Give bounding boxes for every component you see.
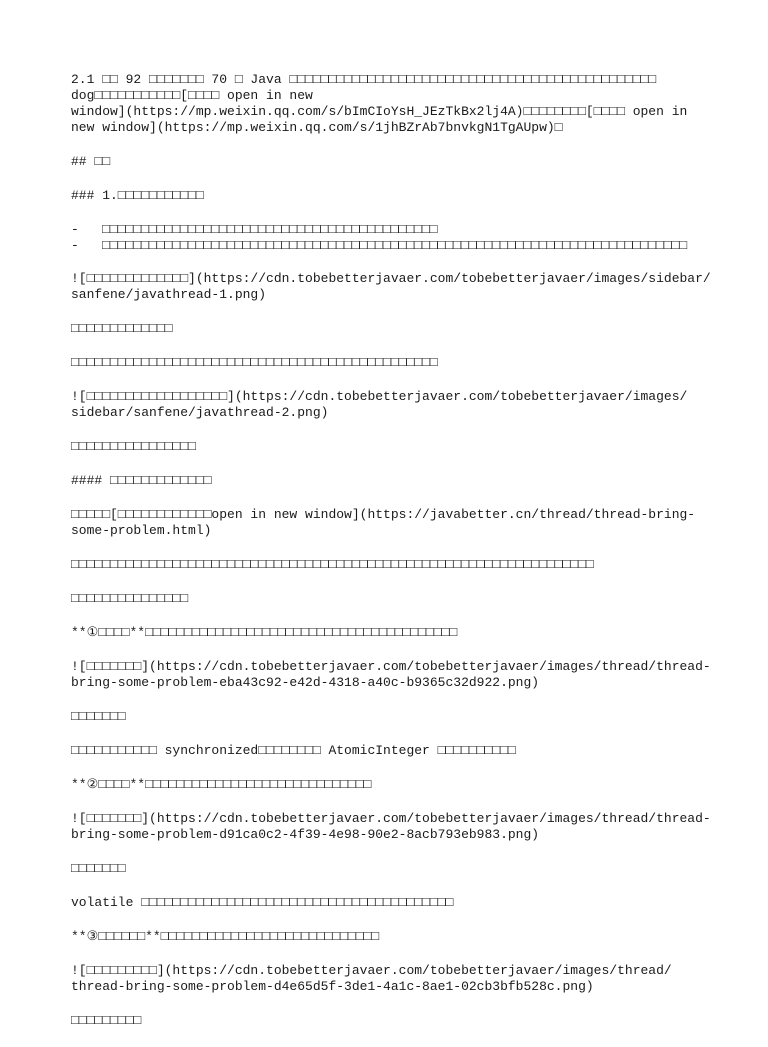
text-line: sanfene/javathread-1.png): [71, 287, 267, 302]
text-line: volatile □□□□□□□□□□□□□□□□□□□□□□□□□□□□□□□□□□□□□□□□: [71, 895, 454, 910]
text-line: □□□□□□□: [71, 709, 126, 724]
text-line: **③□□□□□□**□□□□□□□□□□□□□□□□□□□□□□□□□□□□: [71, 929, 380, 944]
bullet-text: □□□□□□□□□□□□□□□□□□□□□□□□□□□□□□□□□□□□□□□□□□□: [102, 222, 438, 237]
bold-point-1: [71, 625, 711, 641]
text-line: ![□□□□□□□□□](https://cdn.tobebetterjavaer.com/tobebetterjavaer/images/thread/: [71, 963, 672, 978]
list-item: [71, 222, 711, 238]
bullet-list: [71, 222, 711, 254]
text-line: some-problem.html): [71, 523, 212, 538]
section-heading-h4: [71, 473, 711, 489]
intro-line-3: window](https://mp.weixin.qq.com/s/bImCIoYsH_JEzTkBx2lj4A)□□□□□□□□[□□□□ open in: [71, 104, 688, 119]
image-caption: [71, 439, 711, 455]
text-line: □□□□□[□□□□□□□□□□□□open in new window](https://javabetter.cn/thread/thread-bring-: [71, 507, 696, 522]
bullet-text: □□□□□□□□□□□□□□□□□□□□□□□□□□□□□□□□□□□□□□□□□□□□□□□□□□□□□□□□□□□□□□□□□□□□□□□□□□□: [102, 238, 688, 253]
text-line: ![□□□□□□□](https://cdn.tobebetterjavaer.com/tobebetterjavaer/images/thread/thread-: [71, 811, 711, 826]
text-line: □□□□□□□□□□□□□□□: [71, 591, 189, 606]
bullet-mark: -: [71, 222, 79, 237]
text-line: bring-some-problem-eba43c92-e42d-4318-a40c-b9365c32d922.png): [71, 675, 540, 690]
text-line: □□□□□□□□□□□□□□□□: [71, 439, 196, 454]
bullet-mark: -: [71, 238, 79, 253]
image-link-problem-3[interactable]: [71, 963, 711, 995]
text-line: **②□□□□**□□□□□□□□□□□□□□□□□□□□□□□□□□□□□: [71, 777, 372, 792]
text-line: sidebar/sanfene/javathread-2.png): [71, 405, 329, 420]
image-link-problem-1[interactable]: [71, 659, 711, 691]
section-heading-h2: [71, 154, 711, 170]
intro-line-2: dog□□□□□□□□□□□[□□□□ open in new: [71, 88, 313, 103]
text-line: □□□□□□□□□□□□□□□□□□□□□□□□□□□□□□□□□□□□□□□□□□□□□□□: [71, 355, 438, 370]
text-line: □□□□□□□□□□□□□: [71, 321, 173, 336]
paragraph: [71, 895, 711, 911]
paragraph: [71, 591, 711, 607]
paragraph: [71, 557, 711, 573]
paragraph: [71, 355, 711, 371]
bold-point-3: [71, 929, 711, 945]
h3-text: ### 1.□□□□□□□□□□□: [71, 188, 204, 203]
paragraph-with-link[interactable]: [71, 507, 711, 539]
text-line: □□□□□□□□□□□□□□□□□□□□□□□□□□□□□□□□□□□□□□□□□□□□□□□□□□□□□□□□□□□□□□□□□□□: [71, 557, 594, 572]
text-line: bring-some-problem-d91ca0c2-4f39-4e98-90e2-8acb793eb983.png): [71, 827, 540, 842]
bold-point-2: [71, 777, 711, 793]
text-line: #### □□□□□□□□□□□□□: [71, 473, 212, 488]
text-line: ![□□□□□□□](https://cdn.tobebetterjavaer.com/tobebetterjavaer/images/thread/thread-: [71, 659, 711, 674]
text-line: □□□□□□□□□: [71, 1013, 142, 1028]
section-heading-h3: [71, 188, 711, 204]
text-line: **①□□□□**□□□□□□□□□□□□□□□□□□□□□□□□□□□□□□□□□□□□□□□□: [71, 625, 458, 640]
image-caption: [71, 709, 711, 725]
paragraph: [71, 743, 711, 759]
document-body: [71, 72, 711, 1047]
image-link-javathread-2[interactable]: [71, 389, 711, 421]
text-line: ![□□□□□□□□□□□□□□□□□□](https://cdn.tobebetterjavaer.com/tobebetterjavaer/images/: [71, 389, 688, 404]
text-line: □□□□□□□□□□□ synchronized□□□□□□□□ AtomicInteger □□□□□□□□□□: [71, 743, 516, 758]
intro-paragraph: [71, 72, 711, 136]
image-link-javathread-1[interactable]: [71, 271, 711, 303]
intro-line-4: new window](https://mp.weixin.qq.com/s/1jhBZrAb7bnvkgN1TgAUpw)□: [71, 120, 563, 135]
text-line: ![□□□□□□□□□□□□□](https://cdn.tobebetterjavaer.com/tobebetterjavaer/images/sidebar/: [71, 271, 711, 286]
text-line: thread-bring-some-problem-d4e65d5f-3de1-4a1c-8ae1-02cb3bfb528c.png): [71, 979, 594, 994]
image-link-problem-2[interactable]: [71, 811, 711, 843]
intro-line-1: 2.1 □□ 92 □□□□□□□ 70 □ Java □□□□□□□□□□□□□□□□□□□□□□□□□□□□□□□□□□□□□□□□□□□□□□□: [71, 72, 657, 87]
image-caption: [71, 1013, 711, 1029]
text-line: □□□□□□□: [71, 861, 126, 876]
image-caption: [71, 321, 711, 337]
list-item: [71, 238, 711, 254]
image-caption: [71, 861, 711, 877]
h2-text: ## □□: [71, 154, 111, 169]
